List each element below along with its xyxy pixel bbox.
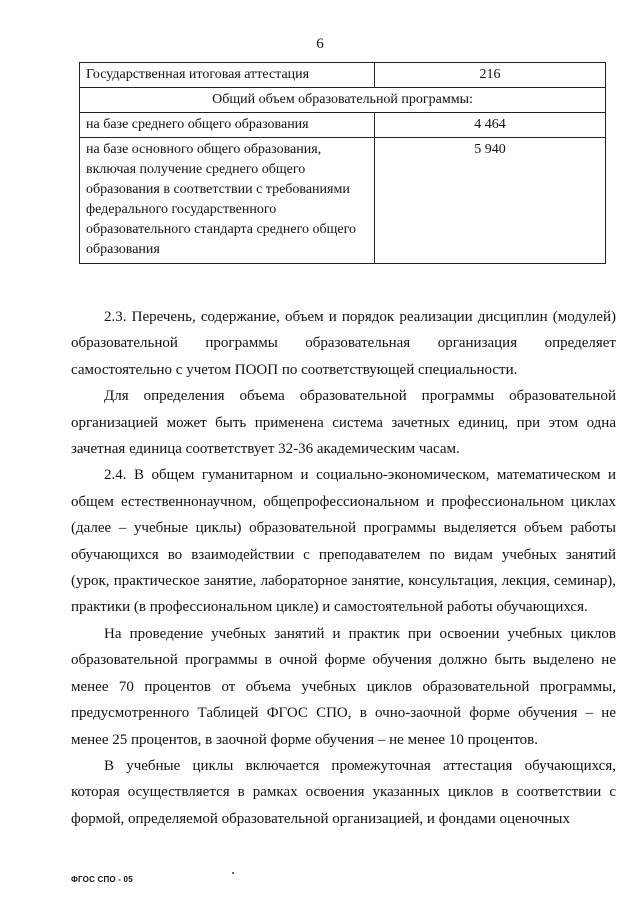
table-cell-value: 4 464: [375, 113, 606, 138]
page-number: 6: [316, 36, 324, 52]
footer-doc-code: ФГОС СПО - 05: [71, 875, 133, 884]
table-cell-value: 5 940: [375, 138, 606, 264]
table-cell-value: 216: [375, 63, 606, 88]
paragraph: Для определения объема образовательной программы образовательной организацией может быть применена система зачетных единиц, при этом одна зачетная единица соответствует 32-36 академическим часам.: [71, 388, 616, 458]
paragraph: В учебные циклы включается промежуточная аттестация обучающихся, которая осуществляется в рамках освоения указанных циклов в соответствии с формой, определяемой образовательной организацией, и фондами оценочных: [71, 757, 616, 827]
table-cell-label: на базе основного общего образования, включая получение среднего общего образования в соответствии с требованиями федерального государственного образовательного стандарта среднего общего образования: [80, 138, 375, 264]
paragraph: 2.4. В общем гуманитарном и социально-экономическом, математическом и общем естественнонаучном, общепрофессиональном и профессиональном циклах (далее – учебные циклы) образовательной программы выделяется объем работы обучающихся во взаимодействии с преподавателем по видам учебных занятий (урок, практическое занятие, лабораторное занятие, консультация, лекция, семинар), практики (в профессиональном цикле) и самостоятельной работы обучающихся.: [71, 467, 616, 616]
paragraph: На проведение учебных занятий и практик при освоении учебных циклов образовательной программы в очной форме обучения должно быть выделено не менее 70 процентов от объема учебных циклов образовательной программы, предусмотренного Таблицей ФГОС СПО, в очно-заочной форме обучения – не менее 25 процентов, в заочной форме обучения – не менее 10 процентов.: [71, 625, 616, 748]
table-row: [80, 138, 606, 264]
program-volume-table: [79, 62, 606, 264]
paragraph: 2.3. Перечень, содержание, объем и порядок реализации дисциплин (модулей) образовательной программы образовательная организация определяет самостоятельно с учетом ПООП по соответствующей специальности.: [71, 309, 616, 378]
table-row: [80, 63, 606, 88]
body-text: [71, 304, 616, 832]
table-row: [80, 88, 606, 113]
table-row: [80, 113, 606, 138]
scan-speck: [232, 872, 234, 874]
table-cell-label: на базе среднего общего образования: [80, 113, 375, 138]
table-cell-label: Государственная итоговая аттестация: [80, 63, 375, 88]
table-section-header: Общий объем образовательной программы:: [80, 88, 606, 113]
